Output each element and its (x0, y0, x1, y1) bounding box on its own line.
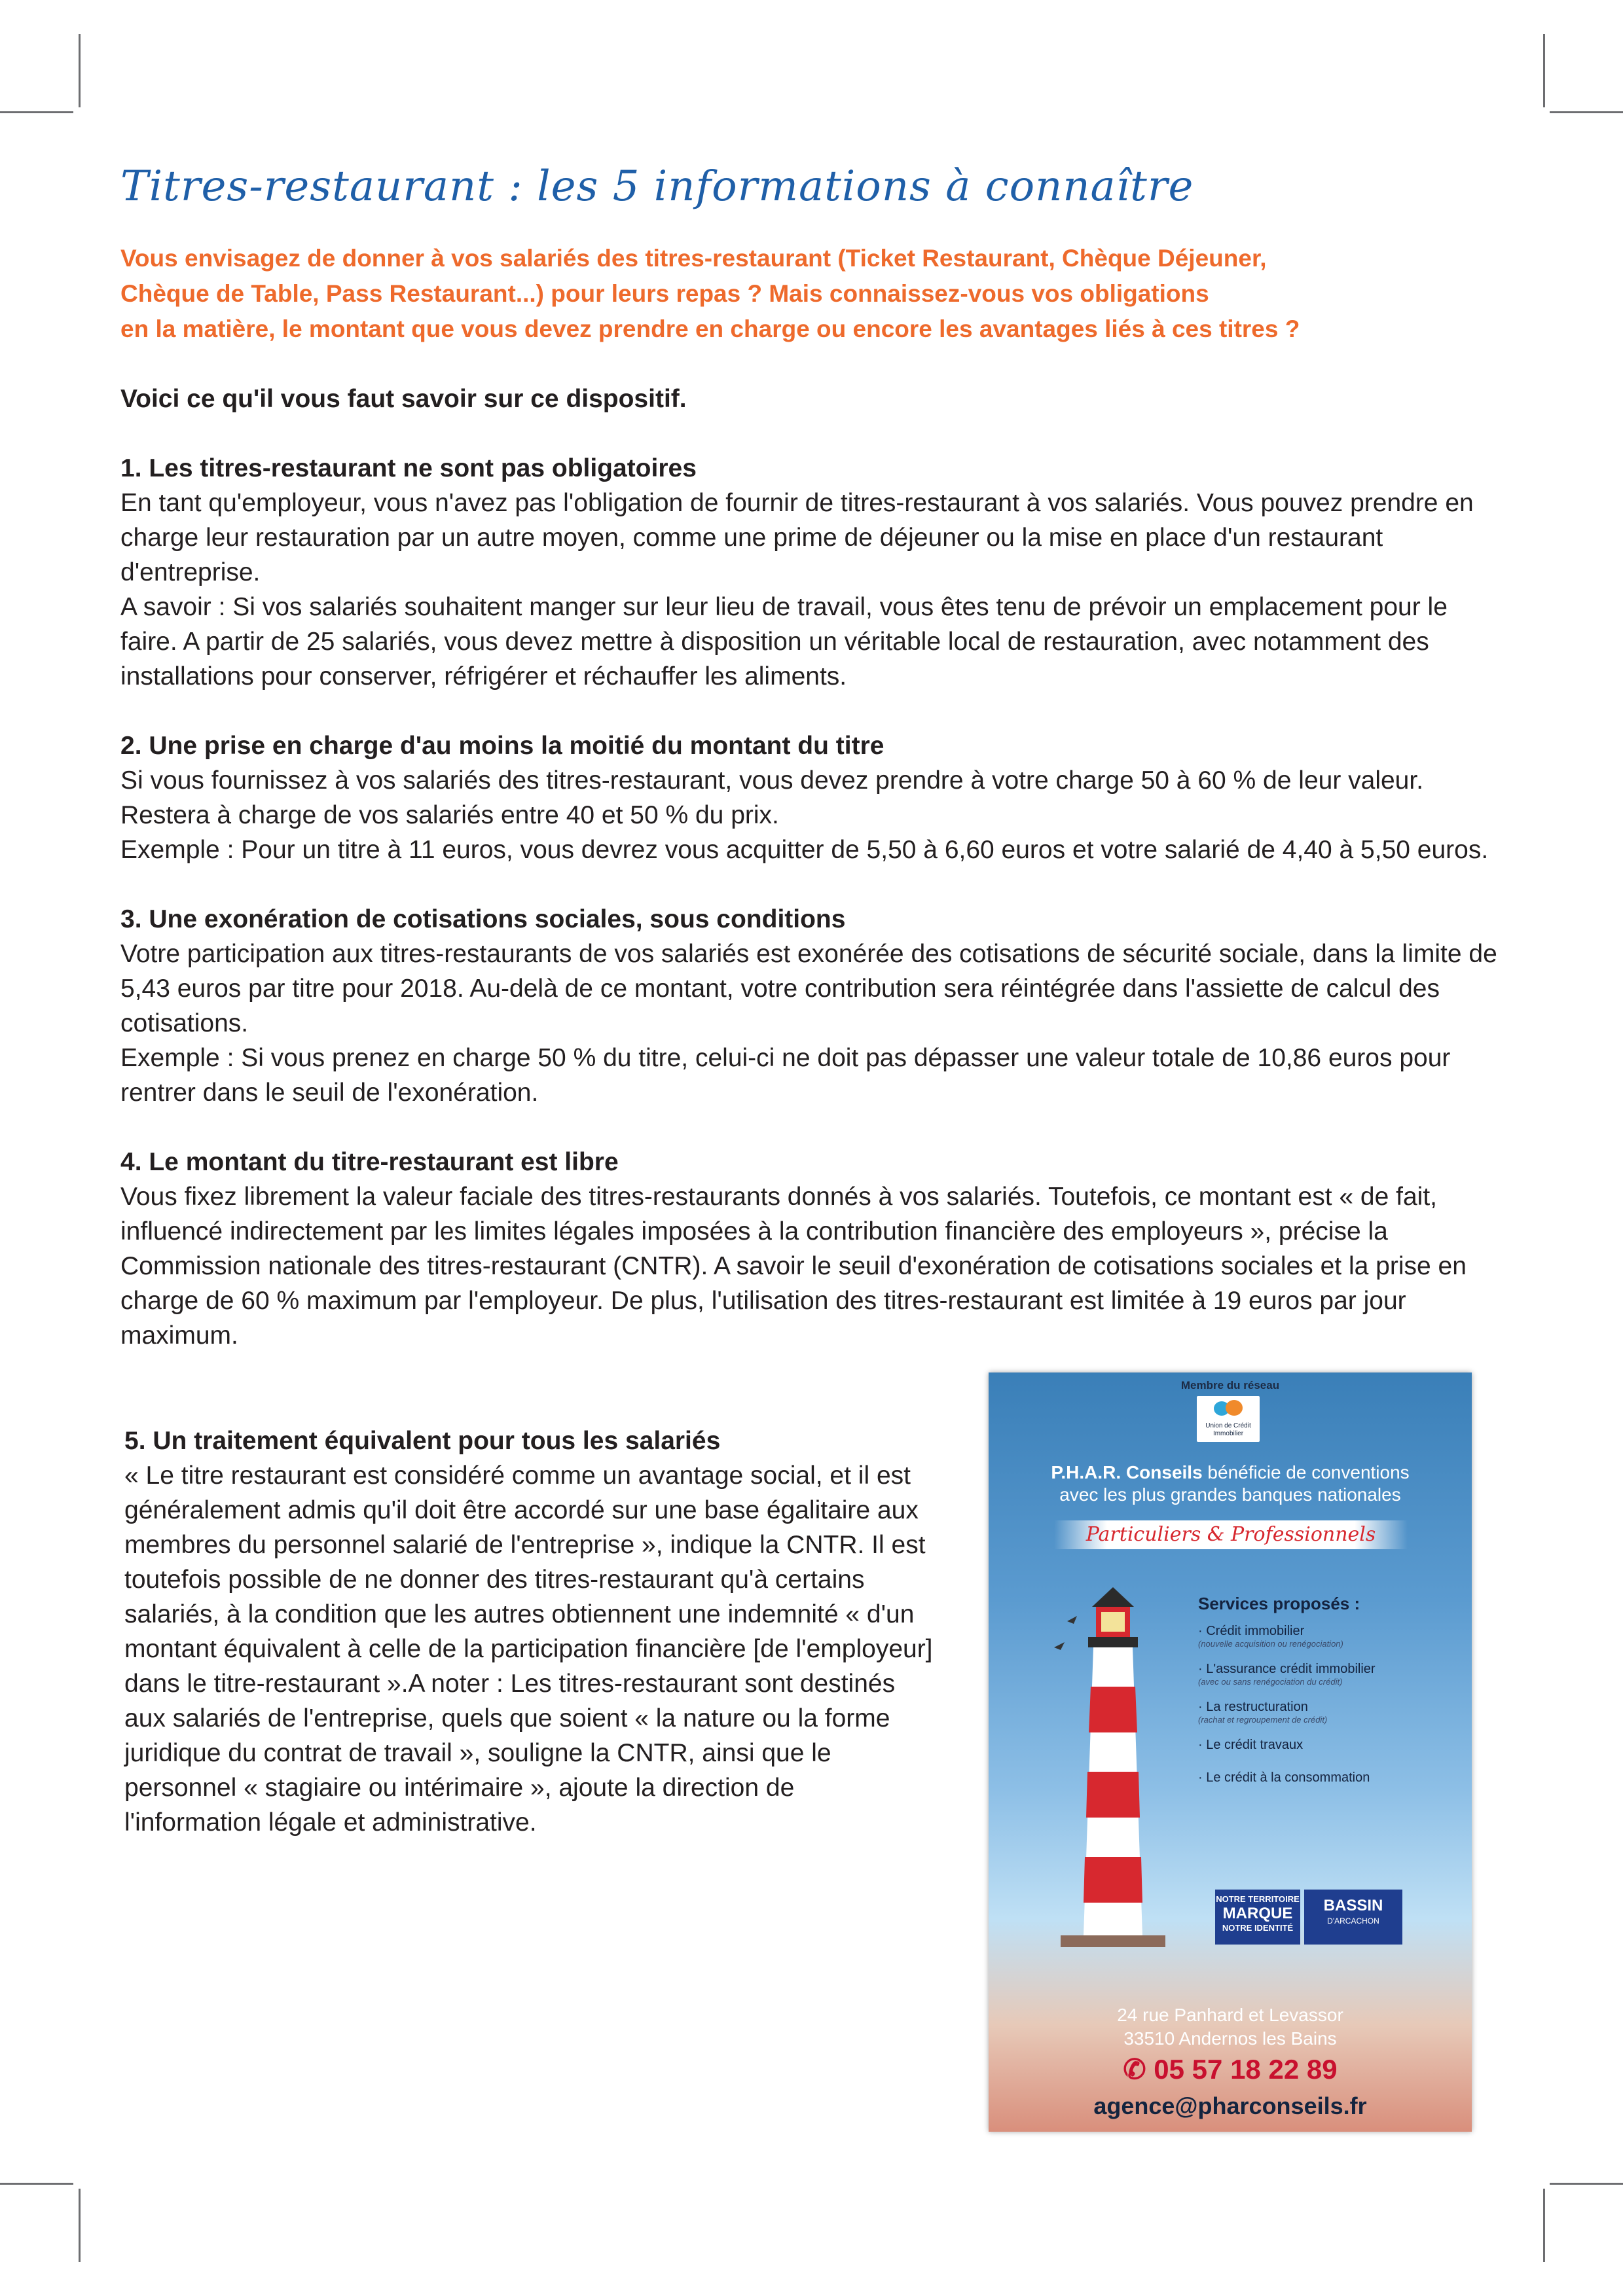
service-item: · L'assurance crédit immobilier (1198, 1662, 1376, 1676)
section-4 (120, 1145, 1508, 1353)
article-body (120, 382, 1508, 1353)
address-line: 33510 Andernos les Bains (1123, 2028, 1337, 2049)
intro-line: Vous envisagez de donner à vos salariés des titres-restaurant (Ticket Restaurant, Chèque Déjeuner, (120, 245, 1267, 272)
network-logo-text: Union de Crédit Immobilier (1205, 1422, 1251, 1437)
section-paragraph: « Le titre restaurant est considéré comme un avantage social, et il est généralement admis qu'il doit être accordé sur une base égalitaire aux membres du personnel salarié de l'entreprise », indique la CNTR. Il est toutefois possible de ne donner des titres-restaurant qu'à certains salariés, à la condition que les autres obtiennent une indemnité « d'un montant équivalent à celle de la participation financière [de l'employeur] dans le titre-restaurant ».A noter : Les titres-restaurant sont destinés aux salariés de l'entreprise, quels que soient « la nature ou la forme juridique du contrat de travail », souligne la CNTR, ainsi que le personnel « stagiaire ou intérimaire », ajoute la direction de l'information légale et administrative. (124, 1462, 933, 1837)
section-paragraph: Exemple : Pour un titre à 11 euros, vous devrez vous acquitter de 5,50 à 6,60 euros et votre salarié de 4,40 à 5,50 euros. (120, 836, 1489, 864)
address-line: 24 rue Panhard et Levassor (1117, 2005, 1343, 2025)
service-item: · Le crédit travaux (1198, 1738, 1304, 1752)
phone-icon: ✆ (1123, 2054, 1154, 2085)
phone-text: 05 57 18 22 89 (1154, 2054, 1338, 2085)
address (989, 2003, 1472, 2051)
section-paragraph: Si vous fournissez à vos salariés des titres-restaurant, vous devez prendre à votre charge 50 à 60 % de leur valeur. Restera à charge de vos salariés entre 40 et 50 % du prix. (120, 766, 1424, 829)
section-heading: 4. Le montant du titre-restaurant est libre (120, 1148, 619, 1176)
section-2 (120, 728, 1508, 867)
services-title: Services proposés : (1198, 1594, 1360, 1613)
crop-mark (1543, 2189, 1545, 2262)
phar-name: P.H.A.R. Conseils (1051, 1462, 1203, 1482)
lead-text: Voici ce qu'il vous faut savoir sur ce dispositif. (120, 385, 687, 413)
phar-description (989, 1462, 1472, 1506)
service-note: (avec ou sans renégociation du crédit) (1198, 1677, 1343, 1687)
phar-line1: bénéficie de conventions (1202, 1462, 1410, 1482)
service-note: (nouvelle acquisition ou renégociation) (1198, 1639, 1343, 1649)
service-item: · La restructuration (1198, 1700, 1308, 1714)
crop-mark (79, 2189, 81, 2262)
section-3 (120, 902, 1508, 1110)
intro-line: Chèque de Table, Pass Restaurant...) pour leurs repas ? Mais connaissez-vous vos obligations (120, 280, 1209, 307)
crop-mark (1550, 111, 1623, 113)
advertisement (989, 1372, 1472, 2132)
section-heading: 3. Une exonération de cotisations sociales, sous conditions (120, 905, 846, 933)
crop-mark (1543, 34, 1545, 107)
audience-banner: Particuliers & Professionnels (1054, 1520, 1408, 1549)
territory-badge (1215, 1890, 1300, 1945)
services-list (1198, 1594, 1460, 1785)
section-paragraph: Vous fixez librement la valeur faciale des titres-restaurants donnés à vos salariés. Toutefois, ce montant est « de fait, influencé indirectement par les limites légales imposées à la contribution financière des employeurs », précise la Commission nationale des titres-restaurant (CNTR). A savoir le seuil d'exonération de cotisations sociales et la prise en charge de 60 % maximum par l'employeur. De plus, l'utilisation des titres-restaurant est limitée à 19 euros par jour maximum. (120, 1183, 1467, 1350)
crop-mark (79, 34, 81, 107)
service-item: · Crédit immobilier (1198, 1624, 1305, 1638)
phone-number (989, 2053, 1472, 2085)
member-label: Membre du réseau (1180, 1379, 1280, 1391)
crop-mark (0, 2183, 73, 2185)
crop-mark (1550, 2183, 1623, 2185)
section-heading: 5. Un traitement équivalent pour tous les salariés (124, 1427, 721, 1455)
email-address: agence@pharconseils.fr (1093, 2092, 1367, 2119)
crop-mark (0, 111, 73, 113)
bassin-badge (1304, 1890, 1402, 1945)
section-1 (120, 451, 1508, 694)
section-heading: 2. Une prise en charge d'au moins la moitié du montant du titre (120, 732, 884, 760)
phar-line2: avec les plus grandes banques nationales (1059, 1484, 1401, 1505)
section-paragraph: A savoir : Si vos salariés souhaitent manger sur leur lieu de travail, vous êtes tenu de prévoir un emplacement pour le faire. A partir de 25 salariés, vous devez mettre à disposition un véritable local de restauration, avec notamment des installations pour conserver, réfrigérer et réchauffer les aliments. (120, 593, 1448, 691)
badge-text: NOTRE TERRITOIRE (1216, 1894, 1300, 1904)
badge-text: BASSIN (1323, 1897, 1383, 1914)
section-paragraph: Exemple : Si vous prenez en charge 50 % du titre, celui-ci ne doit pas dépasser une valeur totale de 10,86 euros pour rentrer dans le seuil de l'exonération. (120, 1044, 1451, 1107)
intro-paragraph (120, 241, 1502, 347)
lighthouse-illustration (1048, 1569, 1178, 1975)
service-item: · Le crédit à la consommation (1198, 1770, 1370, 1785)
badge-subtext: D'ARCACHON (1327, 1916, 1379, 1926)
badge-text: MARQUE (1222, 1905, 1293, 1922)
badge-text: NOTRE IDENTITÉ (1222, 1923, 1294, 1933)
intro-line: en la matière, le montant que vous devez prendre en charge ou encore les avantages liés à ces titres ? (120, 315, 1300, 342)
section-paragraph: En tant qu'employeur, vous n'avez pas l'obligation de fournir de titres-restaurant à vos salariés. Vous pouvez prendre en charge leur restauration par un autre moyen, comme une prime de déjeuner ou la mise en place d'un restaurant d'entreprise. (120, 489, 1474, 586)
page-title: Titres-restaurant : les 5 informations à connaître (120, 162, 1194, 211)
section-paragraph: Votre participation aux titres-restaurants de vos salariés est exonérée des cotisations de sécurité sociale, dans la limite de 5,43 euros par titre pour 2018. Au-delà de ce montant, votre contribution sera réintégrée dans l'assiette de calcul des cotisations. (120, 940, 1497, 1037)
network-logo (1197, 1396, 1260, 1442)
service-note: (rachat et regroupement de crédit) (1198, 1715, 1328, 1725)
section-heading: 1. Les titres-restaurant ne sont pas obligatoires (120, 454, 697, 482)
section-5 (124, 1424, 936, 1840)
house-bubble-icon (1226, 1400, 1243, 1416)
